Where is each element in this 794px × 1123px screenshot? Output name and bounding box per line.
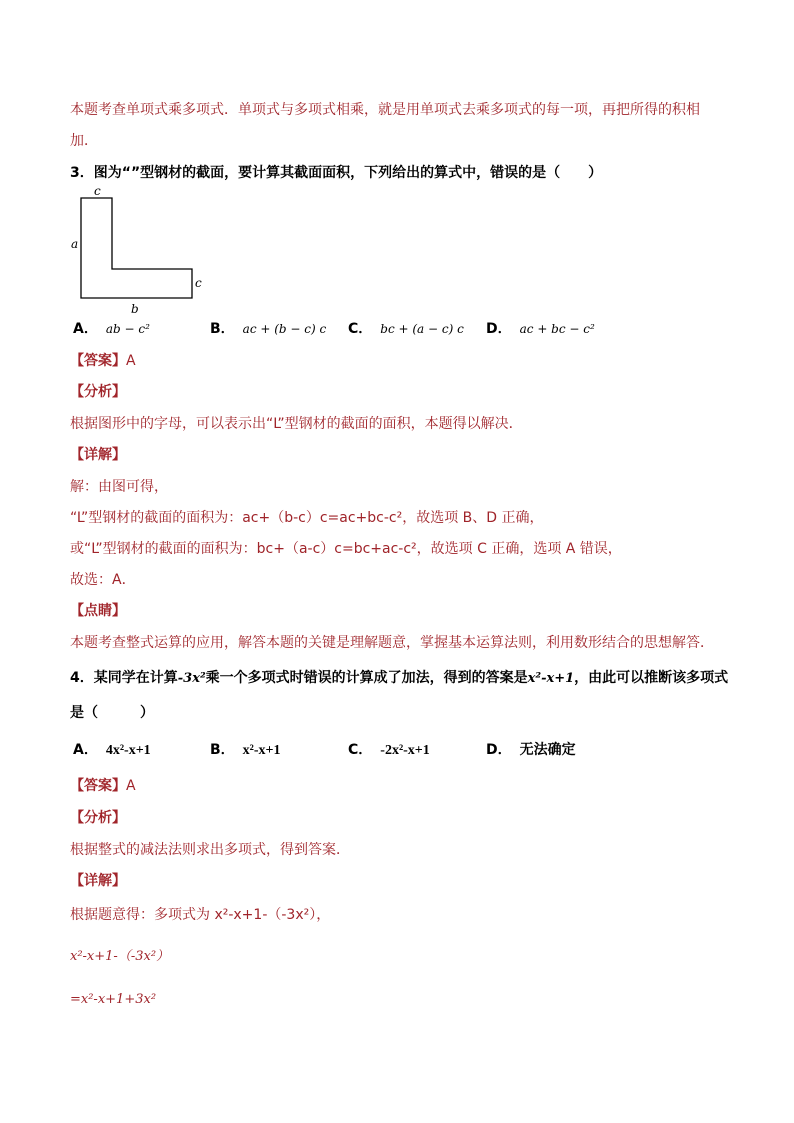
q3-comment-tag: 【点睛】: [70, 603, 126, 619]
q4-detail-tag: 【详解】: [70, 873, 126, 889]
q4-answer-row: [70, 776, 136, 796]
option-label: C．: [348, 321, 373, 337]
q3-detail-line-3: 或“L”型钢材的截面的面积为：bc+（a-c）c=bc+ac-c²，故选项 C 正确，选项 A 错误，: [70, 541, 622, 557]
l-shape-outline: [81, 198, 192, 298]
q4-question-expr-1: -3x²: [177, 671, 206, 686]
q3-analysis-tag: 【分析】: [70, 384, 126, 400]
option-label: A．: [73, 742, 98, 758]
intro-line-1: 本题考查单项式乘多项式．单项式与多项式相乘，就是用单项式去乘多项式的每一项，再把所得的积相: [70, 102, 700, 118]
q3-detail-line-1: 解：由图可得，: [70, 479, 168, 495]
figure-label-bottom: b: [131, 302, 139, 316]
q3-detail-line-4: 故选：A．: [70, 572, 136, 588]
option-value: ac + bc − c²: [519, 322, 595, 336]
q3-option-b[interactable]: [210, 319, 326, 339]
q4-analysis: 根据整式的减法法则求出多项式，得到答案．: [70, 842, 350, 858]
intro-line-2: 加．: [70, 133, 98, 149]
q3-option-d[interactable]: [486, 319, 595, 339]
option-value: ab − c²: [105, 322, 150, 336]
q3-detail-line-2: “L”型钢材的截面的面积为：ac+（b-c）c=ac+bc-c²，故选项 B、D 正确，: [70, 510, 544, 526]
q4-option-d[interactable]: [486, 740, 576, 760]
option-label: A．: [73, 321, 98, 337]
option-label: D．: [486, 742, 512, 758]
option-label: D．: [486, 321, 512, 337]
option-label: B．: [210, 321, 235, 337]
q3-question: 3．图为“”型钢材的截面，要计算其截面面积，下列给出的算式中，错误的是（ ）: [70, 165, 603, 181]
answer-tag: 【答案】: [70, 778, 126, 794]
q4-question-expr-2: x²-x+1: [527, 671, 575, 686]
option-value: 4x²-x+1: [105, 743, 151, 758]
option-value: -2x²-x+1: [380, 743, 430, 758]
answer-value: A: [126, 353, 136, 369]
answer-value: A: [126, 778, 136, 794]
q3-comment: 本题考查整式运算的应用，解答本题的关键是理解题意，掌握基本运算法则，利用数形结合的思想解答．: [70, 635, 714, 651]
q4-detail-line-1: 根据题意得：多项式为 x²-x+1-（-3x²），: [70, 907, 331, 923]
q3-option-c[interactable]: [348, 319, 464, 339]
q4-question-line-2: 是（ ）: [70, 705, 154, 721]
figure-label-left: a: [71, 237, 79, 251]
q4-option-c[interactable]: [348, 740, 430, 761]
figure-label-top: c: [94, 184, 101, 198]
q4-analysis-tag: 【分析】: [70, 810, 126, 826]
q4-calc-line-1: x²-x+1-（-3x²）: [70, 949, 170, 964]
q4-option-a[interactable]: [73, 740, 151, 761]
option-value: bc + (a − c) c: [380, 322, 464, 336]
q3-option-a[interactable]: [73, 319, 150, 339]
option-value: 无法确定: [519, 742, 576, 758]
q4-question-part-a: 4．某同学在计算: [70, 670, 178, 686]
q4-question-part-b: 乘一个多项式时错误的计算成了加法，得到的答案是: [205, 670, 528, 686]
q4-question-line-1: [70, 668, 728, 689]
q4-calc-line-2: =x²-x+1+3x²: [70, 992, 157, 1007]
answer-tag: 【答案】: [70, 353, 126, 369]
l-shape-figure: [68, 184, 208, 316]
option-value: x²-x+1: [242, 743, 281, 758]
q3-analysis: 根据图形中的字母，可以表示出“L”型钢材的截面的面积，本题得以解决．: [70, 416, 523, 432]
figure-label-right: c: [195, 276, 202, 290]
q3-answer-row: [70, 351, 136, 371]
option-value: ac + (b − c) c: [242, 322, 327, 336]
q3-detail-tag: 【详解】: [70, 447, 126, 463]
q4-option-b[interactable]: [210, 740, 281, 761]
option-label: C．: [348, 742, 373, 758]
option-label: B．: [210, 742, 235, 758]
q4-question-part-c: ，由此可以推断该多项式: [574, 670, 729, 686]
